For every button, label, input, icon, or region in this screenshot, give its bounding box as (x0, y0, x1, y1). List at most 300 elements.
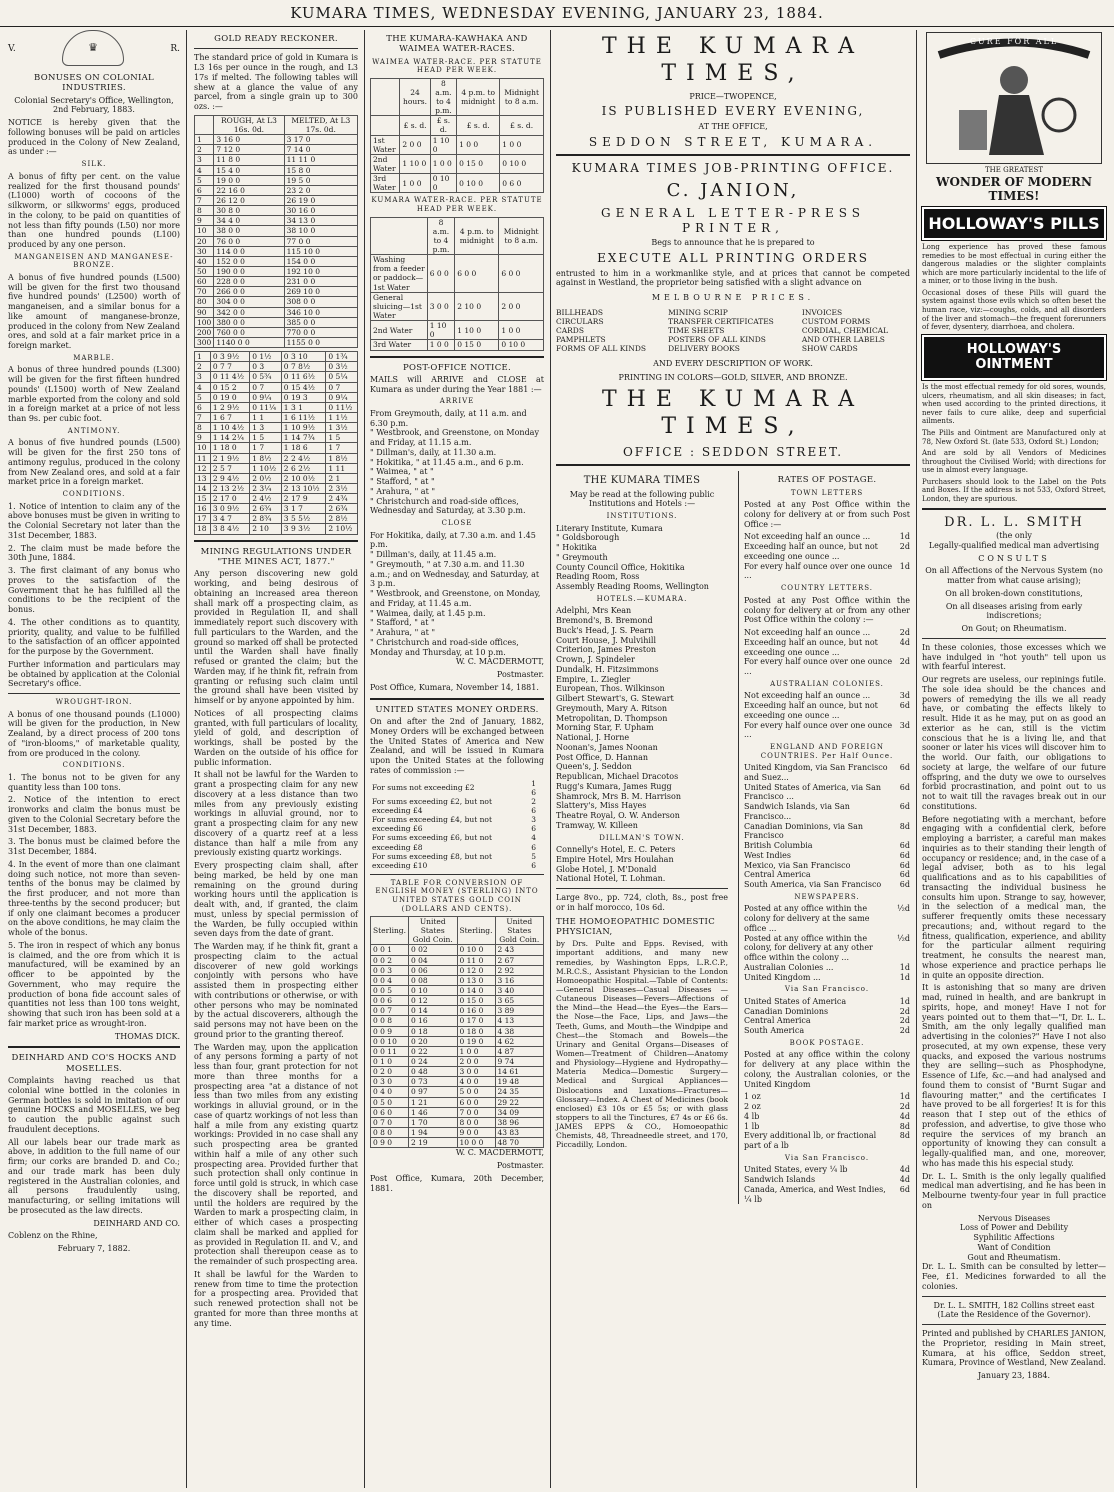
rate-row (744, 562, 910, 582)
table-cell: 2nd Water (371, 154, 400, 173)
table-cell: 7 14 0 (284, 145, 357, 155)
table-cell: 0 19 0 (457, 1036, 495, 1046)
table-row (195, 362, 358, 372)
rate-label: Exceeding half an ounce, but not exceeding one ounce ... (744, 637, 878, 657)
table-cell: 1 0 0 (500, 135, 544, 154)
table-cell: 0 0 5 (371, 986, 409, 996)
table-cell: 15 (195, 494, 211, 504)
printing-item: INVOICES (801, 307, 843, 317)
table-header-row (371, 78, 544, 116)
section-heading: MARBLE. (73, 353, 115, 362)
table-cell: 0 14 0 (457, 986, 495, 996)
rate-label: Not exceeding half an ounce ... (744, 532, 871, 542)
table-cell: 12 (195, 463, 211, 473)
rate-label: United Kingdom, via San Francisco and Suez... (744, 763, 888, 782)
article-title: POST-OFFICE NOTICE. (402, 362, 512, 373)
table-cell: 1 21 (409, 1097, 458, 1107)
address: Dr. L. L. SMITH, 182 Collins street east (Late the Residence of the Governor). (933, 1300, 1095, 1320)
rate-label: Exceeding half an ounce, but not exceeding one ounce ... (744, 542, 878, 561)
table-header: 8 a.m. to 4 p.m. (427, 217, 455, 255)
printer-name: C. JANION, (666, 180, 800, 202)
table-cell: 80 (195, 297, 214, 307)
table-cell: 10 (195, 226, 214, 236)
items-column (556, 308, 664, 354)
column-rule (550, 30, 551, 1488)
rate-label: United States, every ¼ lb (744, 1165, 848, 1175)
table-body (371, 945, 544, 1148)
table-cell: 2 4¾ (326, 494, 358, 504)
institution-item: Assembly Reading Rooms, Wellington (556, 582, 709, 592)
table-row (195, 433, 358, 443)
hotel-item: National Hotel, T. Lohman. (556, 874, 666, 884)
table-cell: 9 74 (495, 1057, 544, 1067)
divider (370, 874, 544, 875)
postage-column (738, 471, 910, 1204)
section-heading: ENGLAND AND FOREIGN COUNTRIES. Per Half Ounce. (760, 743, 894, 760)
table-header (195, 115, 214, 134)
gold-dwt-table (194, 351, 358, 535)
rate-row (744, 904, 910, 933)
table-cell: 228 0 0 (214, 277, 284, 287)
hotel-item: Globe Hotel, J. M'Donald (556, 864, 657, 874)
table-cell: 0 1 0 (371, 1057, 409, 1067)
table-cell: 3 17 0 (284, 135, 357, 145)
table-cell: 0 7 0 (371, 1117, 409, 1127)
table-cell: 0 9 0 (371, 1138, 409, 1148)
table-cell: 2 5 7 (210, 463, 249, 473)
table-cell: 6 (195, 185, 214, 195)
paragraph: Large 8vo., pp. 724, cloth, 8s., post free or in half morocco, 10s 6d. (556, 893, 728, 912)
table-cell: 0 0 11 (371, 1046, 409, 1056)
table-cell: 1 0 0 (427, 340, 455, 350)
table-cell: 4 87 (495, 1046, 544, 1056)
table-cell: 3 16 (495, 975, 544, 985)
table-cell: 2 6¾ (326, 504, 358, 514)
printing-item: CIRCULARS (556, 317, 604, 326)
paragraph: Notices of all prospecting claims granted, with full particulars of locality, yield of gold, and description of workings, shall be posted by the Warden on the outside of his office for public information. (194, 708, 358, 767)
table-header: £ s. d. (430, 116, 456, 135)
table-cell: 7 (195, 195, 214, 205)
table-cell: 11 8 0 (214, 155, 284, 165)
table-cell: 1 0 0 (457, 135, 500, 154)
job-printing-heading: KUMARA TIMES JOB-PRINTING OFFICE. (571, 161, 895, 176)
table-cell: 2 19 (409, 1138, 458, 1148)
table-cell: 1 10 9½ (281, 423, 326, 433)
mail-close-item: " Dillman's, daily, at 11.45 a.m. (370, 550, 497, 560)
column-rule (186, 30, 187, 1488)
rate-list (744, 628, 910, 677)
rate-row (744, 1092, 910, 1102)
condition-item: 1. Notice of intention to claim any of the above bonuses must be given in writing to the Colonial Secretary not later than the 31st December, 1883. (8, 501, 180, 540)
divider (922, 638, 1106, 639)
table-cell: 0 3 9½ (210, 352, 249, 362)
rate-value: 4d (899, 1165, 910, 1175)
consult-item: On all broken-down constitutions, (945, 588, 1083, 598)
table-cell: 19 0 0 (214, 175, 284, 185)
table-row (195, 453, 358, 463)
table-cell: 2 3¼ (250, 483, 282, 493)
paragraph: In these colonies, those excesses which we have indulged in "hot youth" tell upon us with fearful interest. (922, 642, 1106, 672)
condition-item: Further information and particulars may be obtained by application at the Colonial Secretary's office. (8, 659, 180, 689)
table-cell: 0 2 0 (371, 1067, 409, 1077)
paragraph: A bonus of five hundred pounds (L500) will be given for the first 250 tons of antimony regulus, produced in the colony from New Zealand ores, and sold at a fair market price in a foreign market. (8, 438, 180, 487)
table-row (195, 277, 358, 287)
table-cell: 2 17 0 (210, 494, 249, 504)
table-row (195, 297, 358, 307)
printing-item: SHOW CARDS (801, 344, 858, 354)
imprint-date: January 23, 1884. (977, 1371, 1051, 1381)
table-cell: 1 6 11½ (281, 412, 326, 422)
rate-value: 2d (899, 1026, 910, 1036)
divider (556, 154, 910, 156)
paragraph: Our regrets are useless, our repinings futile. The sole idea should be the chances and powers of remedying the ills we all ready have, or combating the effects likely to result. Hide it as he may, put on as good an exterior as he can, still is the victim conscious that he is a living lie, and that sooner or later his vices will discover him to the world. Our faith, our obligations to society at large, the welfare of our future offspring, and the duty we owe to ourselves forbid procrastination, and point out to us not to wait till the ravages break out in our constitutions. (922, 675, 1106, 811)
dateline: Colonial Secretary's Office, Wellington, 2nd February, 1883. (14, 95, 174, 115)
table-cell: 16 (195, 504, 211, 514)
table-cell: 3 4 7 (210, 514, 249, 524)
table-cell: 0 10 0 (457, 174, 500, 193)
table-cell: 770 0 0 (284, 327, 357, 337)
rate-value: 6d (899, 841, 910, 851)
table-row (195, 155, 358, 165)
table-cell: 1 3 1 (281, 402, 326, 412)
mail-arrive-item: From Greymouth, daily, at 11 a.m. and 6.30 p.m. (370, 408, 527, 428)
table-header (371, 116, 400, 135)
table-row (370, 797, 544, 815)
table-body (195, 352, 358, 535)
table-cell: 342 0 0 (214, 307, 284, 317)
table-row (195, 483, 358, 493)
table-cell: 3 8 4½ (210, 524, 249, 534)
paragraph: The Warden may, upon the application of any persons forming a party of not less than four, grant protection for not more than three months for a prospecting area "at a distance of not less than two miles from any existing workings in alluvial ground, or in the case of quartz workings of not less than half a mile from any existing quartz workings: Provided in no case shall any such prospecting area be granted within half a mile of any other such prospecting area. Provided further that such protection shall only continue in force until gold is struck, in which case the discovery shall be reported, and until the holders are required by the Warden to mark a prospecting claim, in either of which cases a prospecting claim shall be marked and applied for as provided in Regulation II. and V., and protection shall thereupon cease as to the remainder of such prospecting area. (194, 1042, 358, 1267)
printer-title: GENERAL LETTER-PRESS PRINTER, (601, 205, 865, 235)
rate-value: 6d (899, 880, 910, 890)
divider (556, 888, 728, 889)
printing-item: AND OTHER LABELS (801, 335, 885, 345)
table-cell: 3 5 5½ (281, 514, 326, 524)
table-cell: 38 0 0 (214, 226, 284, 236)
table-cell: 2 92 (495, 965, 544, 975)
table-cell: 1 2 9½ (210, 402, 249, 412)
rate-label: Not exceeding half an ounce ... (744, 691, 871, 701)
table-cell: 0 3 (250, 362, 282, 372)
table-row (195, 226, 358, 236)
paragraph: Any person discovering new gold working, and being desirous of obtaining an increased area thereon shall mark off a prospecting claim, as provided in Regulation II, and shall immediately report such discovery with full particulars to the Warden, and the ground so marked off shall be protected until the Warden shall have finally refused or granted the claim; but the Warden may, if he think fit, refrain from granting or refusing such claim until the ground shall have been visited by himself or by anyone appointed by him. (194, 569, 358, 706)
table-cell: 385 0 0 (284, 317, 357, 327)
rate-row (744, 657, 910, 677)
table-cell: 18 (195, 524, 211, 534)
table-row (195, 392, 358, 402)
table-cell: For sums not exceeding £2 (372, 783, 475, 793)
printing-items (556, 308, 910, 354)
table-cell: 20 (195, 236, 214, 246)
mail-close-item: " Greymouth, " at 7.30 a.m. and 11.30 a.m.; and on Wednesday, and Saturday, at 3 p.m. (370, 559, 540, 589)
section-title: THE KUMARA TIMES (583, 475, 701, 487)
printing-item: PAMPHLETS (556, 335, 606, 345)
table-cell: 4 13 (495, 1016, 544, 1026)
ailment-item: Loss of Power and Debility (959, 1223, 1069, 1233)
section-heading: BOOK POSTAGE. (789, 1038, 865, 1047)
hotel-item: Republican, Michael Dracotos (556, 772, 679, 782)
table-cell: 1 0 0 (457, 1046, 495, 1056)
rate-label: British Columbia (744, 841, 813, 851)
banner-text: CURE FOR ALL (969, 37, 1059, 46)
table-cell: 19 48 (495, 1077, 544, 1087)
table-cell: 1 94 (409, 1128, 458, 1138)
table-header: United States Gold Coin. (409, 917, 458, 945)
condition-item: 3. The first claimant of any bonus who proves to the satisfaction of the Government that he has fulfilled all the conditions to be the recipient of the bonus. (8, 566, 180, 615)
royal-crest (8, 30, 180, 69)
table-cell: 308 0 0 (284, 297, 357, 307)
section-heading: COUNTRY LETTERS. (780, 584, 874, 593)
table-cell: 3 (195, 155, 214, 165)
divider (370, 698, 544, 700)
consult-item: On all diseases arising from early indiscretions; (945, 601, 1083, 621)
table-cell: 0 10 0 (499, 340, 544, 350)
table-cell: 0 7 8½ (281, 362, 326, 372)
rate-list (744, 904, 910, 982)
hotel-item: Queen's, J. Seddon (556, 762, 632, 772)
table-row (195, 246, 358, 256)
printing-item: POSTERS OF ALL KINDS (668, 335, 766, 345)
table-cell: 22 16 0 (214, 185, 284, 195)
rate-value: 2d (899, 1016, 910, 1026)
mail-close-item: For Hokitika, daily, at 7.30 a.m. and 1.45 p.m. (370, 530, 536, 550)
table-cell: 1 1½ (326, 412, 358, 422)
table-row (371, 1016, 544, 1026)
table-header: 8 a.m. to 4 p.m. (430, 78, 456, 116)
table-cell: 9 (195, 216, 214, 226)
table-cell: 14 61 (495, 1067, 544, 1077)
table-cell: 0 5 0 (371, 1097, 409, 1107)
table-row (195, 175, 358, 185)
paragraph: The standard price of gold in Kumara is L3 16s per ounce in the rough, and L3 17s if melted. The following tables will shew at a glance the value of any parcel, from a single grain up to 300 ozs. :— (194, 53, 358, 112)
rate-label: Posted at any office within the colony for delivery at the same office ... (744, 904, 870, 933)
table-row (195, 145, 358, 155)
institutions-column (556, 471, 728, 1204)
rate-row (744, 638, 910, 658)
table-cell: 200 (195, 327, 214, 337)
divider (556, 464, 910, 466)
table-cell: 0 1½ (250, 352, 282, 362)
table-cell: 0 7 (250, 382, 282, 392)
table-row (371, 1036, 544, 1046)
paper-title: THE KUMARA TIMES, (602, 387, 864, 439)
table-cell: 14 (195, 483, 211, 493)
hotel-item: Morning Star, F. Upham (556, 723, 654, 733)
rate-value: 1d (899, 1092, 910, 1102)
table-cell: 1 8½ (326, 453, 358, 463)
table-header: Midnight to 8 a.m. (499, 217, 544, 255)
table-cell: 0 0 1 (371, 945, 409, 955)
table-row (370, 779, 544, 797)
table-cell: 2 8¾ (250, 514, 282, 524)
tagline: THE GREATEST (985, 166, 1043, 174)
table-cell: 1 11 (326, 463, 358, 473)
table-cell: 1 18 6 (281, 443, 326, 453)
rate-value: 2d (899, 1102, 910, 1112)
rate-row (744, 1016, 910, 1026)
table-cell: 0 0 2 (371, 955, 409, 965)
hotel-item: Buck's Head, J. S. Pearn (556, 625, 654, 635)
consults-heading: CONSULTS (978, 553, 1050, 563)
table-row (195, 185, 358, 195)
paragraph: The Warden may, if he think fit, grant a prospecting claim to the actual discoverer of new gold workings conjointly with persons who have assisted them in prospecting either with contributions or otherwise, or with other persons who may be nominated by the actual discoverers, although the said persons may not have been on the ground prior to the granting thereof. (194, 942, 358, 1039)
rate-row (744, 1102, 910, 1112)
paragraph: And are sold by all Vendors of Medicines throughout the Civilised World; with directions for use in almost every language. (922, 449, 1106, 475)
table-cell: 190 0 0 (214, 266, 284, 276)
rate-row (744, 1112, 910, 1122)
table-cell: 0 97 (409, 1087, 458, 1097)
table-header-row (371, 217, 544, 255)
table-cell: 48 70 (495, 1138, 544, 1148)
table-cell: 34 4 0 (214, 216, 284, 226)
table-cell: 1 3 (250, 423, 282, 433)
advert-title: THE HOMOEOPATHIC DOMESTIC PHYSICIAN, (556, 916, 716, 937)
rate-row (744, 861, 910, 871)
table-cell: 269 10 0 (284, 287, 357, 297)
paragraph: All our labels bear our trade mark as above, in addition to the full name of our firm; our corks are branded D. and Co.; and our trade mark has been duly registered in the Australian colonies, and all persons fraudulently using, manufacturing, or selling imitations will be prosecuted as the law directs. (8, 1137, 180, 1215)
hotel-list (556, 606, 728, 830)
price: PRICE—TWOPENCE, (689, 91, 777, 101)
table-cell: 3 9 3½ (281, 524, 326, 534)
table-row (371, 292, 544, 320)
rate-label: South America, via San Francisco (744, 880, 882, 890)
table-row (195, 337, 358, 347)
consult-item: On all Affections of the Nervous System (no matter from what cause arising); (925, 566, 1103, 586)
rate-row (744, 628, 910, 638)
rate-value: 1d (899, 532, 910, 542)
table-cell: 77 0 0 (284, 236, 357, 246)
table-cell: 2 10½ (326, 524, 358, 534)
paper-title: THE KUMARA TIMES, (602, 34, 864, 86)
table-cell: 3 65 (495, 996, 544, 1006)
rate-value: 6d (899, 850, 910, 860)
rate-row (744, 542, 910, 562)
table-cell: 2 0 0 (400, 135, 430, 154)
table-cell: General sluicing—1st Water (371, 292, 428, 320)
mail-close-item: " Westbrook, and Greenstone, on Monday, and Friday, at 11.45 a.m. (370, 589, 541, 608)
table-cell: 0 06 (409, 965, 458, 975)
ailment-list (922, 1214, 1106, 1263)
rate-value: 1d (899, 972, 910, 982)
section-heading: Via San Francisco. (784, 1153, 870, 1162)
table-cell: 8 (195, 206, 214, 216)
table-cell: 0 11 4½ (210, 372, 249, 382)
divider (922, 1296, 1106, 1297)
rate-value: 4d (899, 1175, 910, 1185)
rate-value: ½d (897, 933, 910, 943)
institution-item: " Goldsborough (556, 533, 620, 543)
table-cell: 0 5¼ (326, 372, 358, 382)
table-cell: 0 1¾ (326, 352, 358, 362)
printing-item: FORMS OF ALL KINDS (556, 344, 646, 354)
place: Post Office, Kumara, 20th December, 1881. (370, 1173, 544, 1193)
column-5 (918, 30, 1110, 1488)
table-cell: 2 (195, 362, 211, 372)
rate-value: 6d (899, 860, 910, 870)
column-rule (916, 30, 917, 1488)
mail-arrive-item: " Stafford, " at " (370, 477, 435, 487)
table-row (195, 135, 358, 145)
rate-row (744, 963, 910, 973)
section-heading: CONDITIONS. (62, 761, 126, 770)
table-cell: 0 0 3 (371, 965, 409, 975)
table-cell: 2 6¾ (250, 504, 282, 514)
table-cell: 1 7 (250, 443, 282, 453)
condition-item: 2. Notice of the intention to erect ironworks and claim the bonus must be given to the Colonial Secretary before the 31st December, 1883. (8, 795, 180, 834)
column-2 (190, 30, 362, 1488)
section-heading: NEWSPAPERS. (794, 892, 860, 901)
rate-row (744, 1175, 910, 1185)
hotel-item: Metropolitan, D. Thompson (556, 713, 668, 723)
table-row (195, 266, 358, 276)
table-cell: 154 0 0 (284, 256, 357, 266)
printing-item: DELIVERY BOOKS (668, 344, 740, 354)
section-heading: Via San Francisco. (784, 985, 870, 994)
table-cell: 2 10 0 (455, 292, 499, 320)
table-row (371, 1077, 544, 1087)
rate-label: Exceeding half an ounce, but not exceeding one ounce ... (744, 701, 878, 720)
colors-line: PRINTING IN COLORS—GOLD, SILVER, AND BRONZE. (618, 373, 848, 383)
paragraph: Complaints having reached us that colonial wine bottled in the colonies in German bottles is sold in imitation of our genuine HOCKS and MOSELLES, we beg to caution the public against such fraudulent deceptions. (8, 1076, 180, 1134)
table-row (195, 524, 358, 534)
table-cell: 0 73 (409, 1077, 458, 1087)
table-cell: 0 17 0 (457, 1016, 495, 1026)
rate-label: Canada, America, and West Indies, ¼ lb (744, 1184, 886, 1204)
table-row (370, 833, 544, 851)
paragraph: Posted at any office within the colony for delivery at any place within the colony, the Australian colonies, or the United Kingdom (744, 1050, 910, 1089)
table-cell: 2 1 9½ (210, 453, 249, 463)
rate-row (744, 973, 910, 983)
table-row (371, 945, 544, 955)
table-cell: 0 12 (409, 996, 458, 1006)
table-row (195, 443, 358, 453)
signature-role: Postmaster. (496, 670, 544, 680)
table-row (371, 975, 544, 985)
table-row (195, 463, 358, 473)
crest-icon: ♛ (62, 30, 124, 66)
table-row (371, 340, 544, 350)
table-cell: 0 19 3 (281, 392, 326, 402)
table-cell: 26 12 0 (214, 195, 284, 205)
paragraph: Posted at any Post Office within the colony for delivery at or from any other Post Office within the colony :— (744, 595, 910, 625)
table-cell: For sums exceeding £6, but not exceeding £8 (372, 833, 492, 852)
table-cell: 760 0 0 (214, 327, 284, 337)
table-cell: 4 0 0 (457, 1077, 495, 1087)
table-cell: 17 (195, 514, 211, 524)
table-cell: 6 0 0 (455, 255, 499, 293)
rate-label: Sandwich Islands (744, 1175, 816, 1185)
rate-row (744, 691, 910, 701)
gold-oz-table (194, 115, 358, 348)
table-cell: 2nd Water (371, 321, 428, 340)
rate-value: 6d (899, 1184, 910, 1194)
table-cell: 2 6 2½ (281, 463, 326, 473)
table-cell: 1 5 (250, 433, 282, 443)
section-heading: MANGANEISEN AND MANGANESE-BRONZE. (14, 252, 174, 270)
table-row (371, 255, 544, 293)
table-header: 4 p.m. to midnight (455, 217, 499, 255)
table-cell: 304 0 0 (214, 297, 284, 307)
table-cell: 4 (195, 165, 214, 175)
table-cell: 0 48 (409, 1067, 458, 1077)
table-cell: 2 1 (326, 473, 358, 483)
table-cell: 1 14 2¼ (210, 433, 249, 443)
table-header: ROUGH, At L3 16s. 0d. (214, 115, 284, 134)
rate-row (744, 934, 910, 963)
table-body (370, 779, 544, 870)
rate-row (744, 783, 910, 803)
